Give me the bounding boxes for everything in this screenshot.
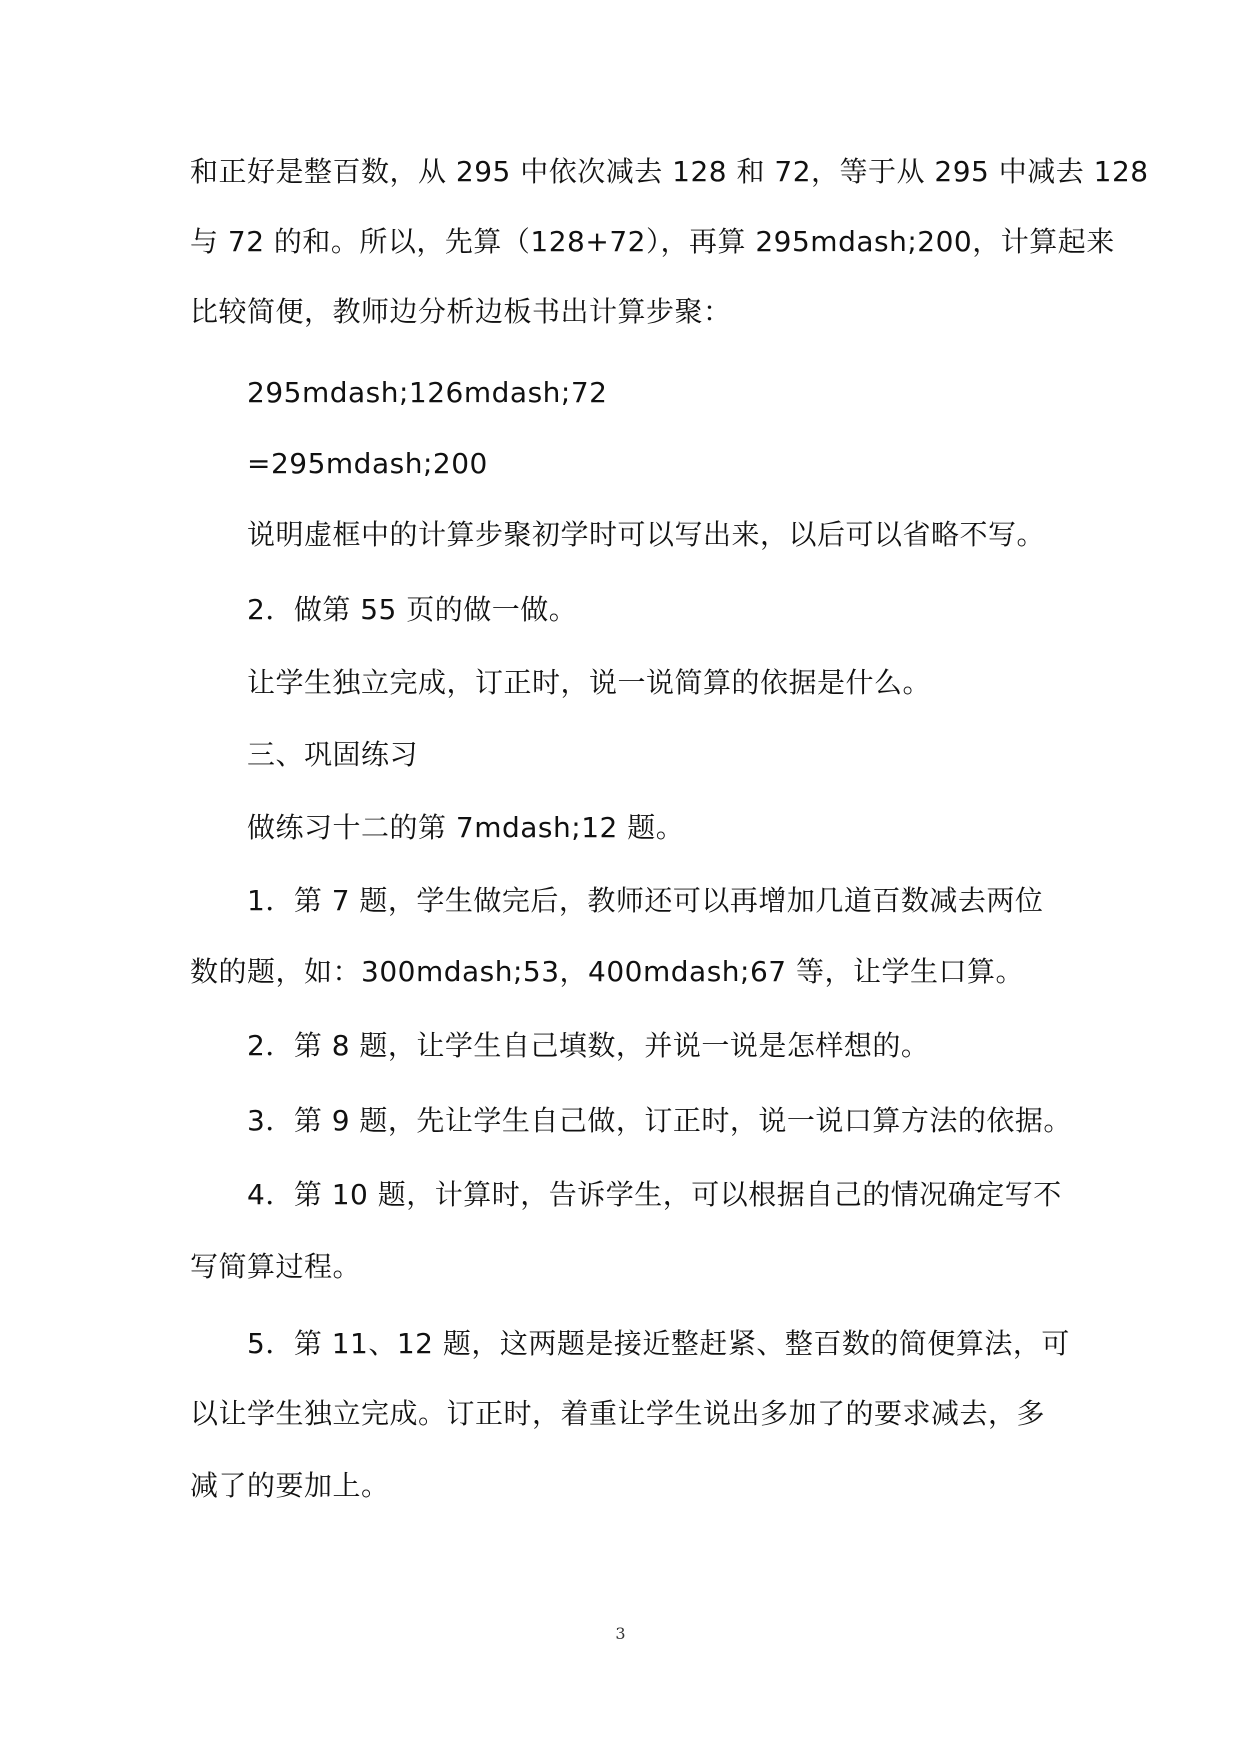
text-line: 2．做第 55 页的做一做。 xyxy=(247,593,578,626)
text-line: 写简算过程。 xyxy=(190,1250,362,1283)
text-line: 让学生独立完成，订正时，说一说简算的依据是什么。 xyxy=(247,666,932,699)
text-line: 说明虚框中的计算步聚初学时可以写出来，以后可以省略不写。 xyxy=(247,518,1046,551)
page-number: 3 xyxy=(615,1624,626,1643)
text-line: 比较简便，教师边分析边板书出计算步聚： xyxy=(190,295,732,328)
text-line: 295mdash;126mdash;72 xyxy=(247,376,608,409)
text-line: 数的题，如：300mdash;53，400mdash;67 等，让学生口算。 xyxy=(190,955,1024,988)
text-line: 做练习十二的第 7mdash;12 题。 xyxy=(247,811,685,844)
text-line: 5．第 11、12 题，这两题是接近整赶紧、整百数的简便算法，可 xyxy=(247,1327,1070,1360)
text-line: 以让学生独立完成。订正时，着重让学生说出多加了的要求减去，多 xyxy=(190,1397,1046,1430)
text-line: 与 72 的和。所以，先算（128+72），再算 295mdash;200，计算起来 xyxy=(190,225,1115,258)
text-line: =295mdash;200 xyxy=(247,447,488,480)
text-line: 2．第 8 题，让学生自己填数，并说一说是怎样想的。 xyxy=(247,1029,930,1062)
text-line: 1．第 7 题，学生做完后，教师还可以再增加几道百数减去两位 xyxy=(247,884,1044,917)
text-line: 和正好是整百数，从 295 中依次减去 128 和 72，等于从 295 中减去 128 xyxy=(190,155,1149,188)
text-line: 3．第 9 题，先让学生自己做，订正时，说一说口算方法的依据。 xyxy=(247,1104,1072,1137)
text-line: 4．第 10 题，计算时，告诉学生，可以根据自己的情况确定写不 xyxy=(247,1178,1062,1211)
section-heading: 三、巩固练习 xyxy=(247,738,419,771)
text-line: 减了的要加上。 xyxy=(190,1469,390,1502)
